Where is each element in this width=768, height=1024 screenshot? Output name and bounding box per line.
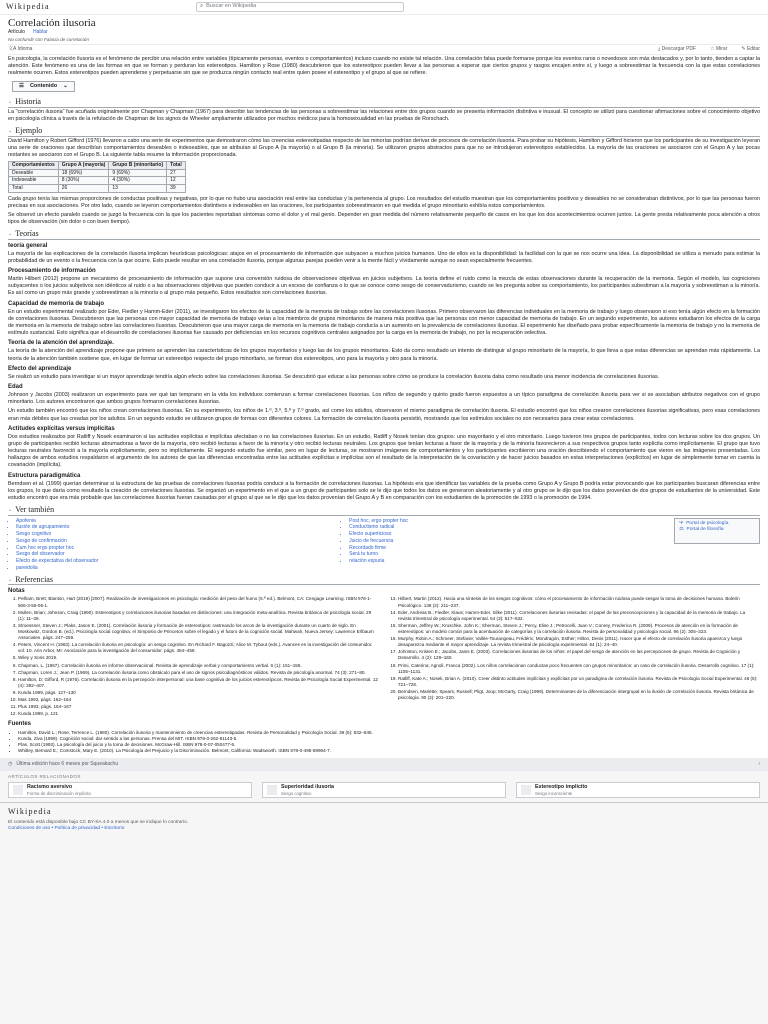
section-heading-references[interactable] (8, 575, 760, 586)
table-cell: Indeseable (9, 177, 59, 185)
related-articles (0, 771, 768, 798)
card-subtitle: Sesgo cognitivo (281, 790, 312, 796)
example-paragraph: David Hamilton y Robert Gifford (1976) llevaron a cabo una serie de experimentos que demostraron cómo las creencias estereotipadas respecto de las minorías podrían derivar de procesos de correlación ilusoria. Para probar su hipótesis, Hamilton y Gifford hicieron que los participantes de su investigación leyeran una serie de oraciones que describían comportamientos deseables o indeseables, que se atribuían al Grupo A (la mayoría) o al Grupo B (la minoría). Se utilizaron grupos abstractos para que no se introdujeran estereotipos establecidos. La mayoría de las oraciones se asociaron con el Grupo A y las pocas restantes se asociaron con el Grupo B. La siguiente tabla resume la información proporcionada. (8, 137, 760, 159)
list-item[interactable]: • pareidolia (16, 565, 335, 572)
last-edited-text: Última edición hace 6 meses por Squeakachu (16, 761, 119, 768)
star-icon: ☆ (710, 45, 716, 52)
footer (0, 802, 768, 836)
edit-label: Editar (746, 45, 760, 52)
chevron-right-icon: › (758, 761, 760, 768)
language-button[interactable] (8, 46, 32, 53)
page-tabs (8, 30, 760, 36)
table-header: Grupo A (mayoría) (58, 162, 109, 170)
chevron-down-icon: ⌄ (8, 506, 13, 513)
list-item[interactable]: • relación espuria (349, 558, 668, 565)
table-cell: 18 (69%) (58, 169, 109, 177)
list-item: 14. Eder, Andreas B.; Fiedler, Klaus; Hamm-Eder, Silke (2011). Correlaciones ilusorias revisadas: el papel de las preconcepciones y la capacidad de la memoria de trabajo. La revista trimestral de psicología experimental. 64 (3): 517–532. (398, 610, 758, 622)
wikipedia-logo[interactable]: Wikipedia (6, 1, 50, 11)
intro-paragraph: En psicología, la correlación ilusoria es el fenómeno de percibir una relación entre variables (típicamente personas, eventos o comportamientos) incluso cuando no existe tal relación. Una correlación falsa puede formarse porque los eventos raros o novedosos son más destacados y, por lo tanto, tienden a captar la atención. Este fenómeno es una de las formas en que se forman y perduran los estereotipos. Hamilton y Rose (1980) descubrieron que los estereotipos pueden llevar a las personas a esperar que ciertos grupos y rasgos encajen entre sí, y luego a sobreestimar la frecuencia con la que estas correlaciones realmente ocurren. Estos estereotipos pueden aprenderse y perpetuarse sin que se produzca ningún contacto real entre quien posee el estereotipo y el grupo al que se refiere. (8, 55, 760, 76)
list-item[interactable]: • Cum hoc ergo propter hoc (16, 545, 335, 552)
related-card[interactable] (8, 782, 252, 798)
list-item[interactable]: • Ilusión de agrupamiento (16, 524, 335, 531)
table-row (9, 184, 186, 192)
license-text: El contenido está disponible bajo CC BY-SA 4.0 a menos que se indique lo contrario. (8, 819, 189, 825)
list-item: 15. Sherman, Jeffrey W.; Kruschke, John K.; Sherman, Steven J.; Percy, Elise J.; Petrocelli, Juan V.; Conrey, Frederica R. (2009). Procesos de atención en la formación de estereotipos: un modelo común para la acentuación de categorías y la correlación ilusoria. Revista de personalidad y psicología social. 96 (2): 305–323. (398, 623, 758, 635)
behaviour-table (8, 161, 186, 192)
thumbnail (13, 785, 23, 795)
list-item: 19. Ratliff, Kate A.; Nosek, Brian A. (2010). Creer distinto actitudes implícitas y explícitas por un paradigma de correlación ilusoria. Revista de Psicología Social Experimental. 46 (5): 721–728. (398, 676, 758, 688)
list-item: 11. Plus 1993, págs. 164–167 (18, 704, 378, 710)
list-item[interactable]: • Apofenia (16, 518, 335, 525)
edit-button[interactable] (741, 46, 760, 53)
list-item: 9. Kunda 1999, págs. 127–130 (18, 690, 378, 696)
language-label: Idioma (17, 45, 33, 52)
list-item[interactable]: • Post hoc, ergo propter hoc (349, 518, 668, 525)
chevron-down-icon: ⌄ (8, 127, 13, 134)
language-icon: 文A (8, 45, 18, 52)
table-cell: 26 (58, 184, 109, 192)
subheading-attitudes: Actitudes explícitas versus implícitas (8, 425, 115, 432)
download-label: Descargar PDF (661, 45, 697, 52)
subheading-paradigm: Estructura paradigmática (8, 472, 81, 479)
table-cell: 8 (30%) (58, 177, 109, 185)
related-card[interactable] (516, 782, 760, 798)
subheading-working-memory: Capacidad de memoria de trabajo (8, 300, 105, 307)
list-item: 2. Mullen, Brian; Johnson, Craig (1990). Estereotipos y correlaciones ilusorias basadas en distinciones: una integración meta-analítica. Revista británica de psicología social. 29 (1): 11–28. (18, 610, 378, 622)
list-item[interactable]: • Juicio de frecuencia (349, 538, 668, 545)
clock-icon: ◷ (8, 761, 13, 768)
table-cell: 4 (30%) (109, 177, 167, 185)
list-item: 13. Hilbert, Martin (2012). Hacia una síntesis de los sesgos cognitivos: cómo el procesamiento de información ruidosa puede sesgar la toma de decisiones humana. Boletín Psicológico. 138 (2): 211–237. (398, 596, 758, 608)
table-header-row (9, 162, 186, 170)
heading-text: Teorías (15, 229, 39, 239)
list-item: • Hamilton, David L.; Rose, Terrence L. (1980). Correlación ilusoria y mantenimiento de creencias estereotipadas. Revista de Personalidad y Psicología Social. 39 (5): 832–845. (18, 730, 760, 736)
list-item[interactable]: • Sesgo cognitivo (16, 531, 335, 538)
table-cell: Total (9, 184, 59, 192)
heading-text: Historia (15, 97, 41, 107)
page-title: Correlación ilusoria (8, 17, 96, 29)
thumbnail (267, 785, 277, 795)
footer-links[interactable]: Condiciones de uso • Política de privacidad • Escritorio (8, 826, 125, 832)
thumbnail (521, 785, 531, 795)
attention-paragraph: La teoría de la atención del aprendizaje propone que primero se aprenden las características de los grupos mayoritarios y luego las de los grupos minoritarios. Esto da como resultado un intento de distinguir al grupo minoritario de la mayoría, lo que lleva a que estas diferencias se aprendan más rápidamente. La teoría de la atención también sostiene que, en lugar de formar un estereotipo respecto del grupo minoritario, se forman dos estereotipos, uno para la mayoría y otro para la minoría. (8, 348, 760, 362)
pencil-icon: ✎ (741, 45, 747, 52)
paradigm-paragraph: Berndsen et al. (1999) querían determinar si la estructura de las pruebas de correlaciones ilusorias podría conducir a la formación de correlaciones ilusorias. La hipótesis era que identificar las variables de la prueba como Grupo A y Grupo B podría estar provocando que los participantes buscaran diferencias entre los grupos, lo que daría como resultado la creación de correlaciones ilusorias. Se organizó un experimento en el que a un grupo de participantes solo se le dijo que todos los datos se generaron aleatoriamente y al otro grupo se le dijo que los datos provenían de dos grupos de estudiantes de la universidad. Este estudio encontró que era más probable que las correlaciones ilusorias fueran causadas por el grupo al que se le dijo que los datos provenían del Grupo A y B en comparación con los estudiantes de la promoción de 1993 o la promoción de 1994. (8, 480, 760, 501)
search-icon: ⌕ (200, 3, 204, 10)
list-item: • Plas, Scott (1993). La psicología del juicio y la toma de decisiones. McGraw-Hill. ISBN 978-0-07-050477-6. (18, 742, 760, 748)
chevron-down-icon: ⌄ (8, 99, 13, 106)
watch-label: Mirar (715, 45, 728, 52)
list-icon: ☰ (19, 83, 24, 90)
heading-text: Referencias (15, 574, 53, 584)
list-item: 20. Berndsen, Mariëtte; Spears, Russell; Pligt, Joop; McGarty, Craig (1999). Determinantes de la diferenciación intergrupal en la ilusión de correlación ilusoria. Revista británica de psicología. 90 (2): 201–220. (398, 689, 758, 701)
page-actions (8, 44, 760, 55)
sources-list (8, 730, 760, 754)
general-paragraph: La mayoría de las explicaciones de la correlación ilusoria implican heurísticas psicológicas: atajos en el procesamiento de información que subyacen a muchos juicios humanos. Uno de ellos es la disponibilidad: la facilidad con la que se nos ocurre una idea. La disponibilidad se utiliza a menudo para estimar la probabilidad de un evento o la frecuencia con la que ocurre. Esto puede resultar en una correlación ilusoria, porque algunas parejas pueden venir a la mente fácil y vívidamente aunque no sean especialmente frecuentes. (8, 250, 760, 264)
see-also-col-2 (341, 518, 668, 572)
see-also-col-1 (8, 518, 335, 572)
download-pdf-button[interactable] (658, 46, 696, 53)
subheading-age: Edad (8, 384, 23, 391)
table-header: Total (167, 162, 186, 170)
list-item: 10. Mas 1993, págs. 162–164 (18, 697, 378, 703)
card-subtitle: Forma de discriminación implícita (27, 790, 91, 796)
heading-text: Ver también (15, 505, 55, 515)
header-bar (0, 0, 768, 15)
list-item[interactable]: • Sesgo del observador (16, 551, 335, 558)
heading-text: Ejemplo (15, 126, 43, 136)
related-header: ARTÍCULOS RELACIONADOS (8, 774, 81, 780)
philosophy-icon: ⚖ (679, 527, 684, 533)
search-placeholder: Buscar en Wikipedia (206, 3, 257, 10)
section-heading-history[interactable] (8, 97, 760, 108)
section-heading-see-also[interactable] (8, 505, 760, 516)
list-item[interactable]: • Efecto de expectativa del observador (16, 558, 335, 565)
table-cell: 9 (69%) (109, 169, 167, 177)
age-paragraph: Johnson y Jacobs (2003) realizaron un experimento para ver qué tan temprano en la vida los individuos comienzan a formar correlaciones ilusorias. Los niños de segundo y quinto grado fueron expuestos a un típico paradigma de correlación ilusoria para ver si se asociaban atributos negativos con el grupo minoritario. Los autores encontraron que ambos grupos formaron correlaciones ilusorias. (8, 392, 760, 406)
list-item: • Kunda, Ziva (1999). Cognición social: dar sentido a las personas. Prensa del MIT. ISBN 978-0-262-61143-5. (18, 736, 760, 742)
table-cell: 13 (109, 184, 167, 192)
toc-label: Contenido (29, 83, 58, 90)
list-item: 17. Johnston, Kristen E.; Jacobs, Janis E. (2003). Correlaciones ilusorias de los niños: el papel del sesgo de atención en las percepciones de grupo. Revista de Cognición y Desarrollo. 4 (2): 129–160. (398, 649, 758, 661)
portal-link[interactable] (679, 527, 755, 533)
age-paragraph-2: Un estudio también encontró que los niños crean correlaciones ilusorias. En su experimento, los niños de 1.º, 3.º, 5.º y 7.º grado, así como los adultos, observaron el mismo paradigma de correlación ilusoria. El estudio encontró que los niños crearon correlaciones ilusorias significativas, pero esas correlaciones eran más débiles que las creadas por los adultos. En un segundo estudio se utilizaron grupos de formas con diferentes colores. La formación de correlación ilusoria persistió, mostrando que los estímulos sociales no son necesarios para crear estas correlaciones. (8, 408, 760, 422)
notes-list-1 (8, 596, 378, 718)
card-title: Estereotipo implícito (535, 783, 588, 790)
list-item: 8. Hamilton, D; Gifford, R (1976). Correlación ilusoria en la percepción interpersonal: una base cognitiva de los juicios estereotípicos. Revista de Psicología Social Experimental. 12 (4): 392–407. (18, 677, 378, 689)
table-cell: Deseable (9, 169, 59, 177)
attitudes-paragraph: Dos estudios realizados por Ratliff y Nosek examinaron si las actitudes explícitas e implícitas afectaban o no las correlaciones ilusorias. En un estudio, Ratliff y Nosek tenían dos grupos: uno mayoritario y el otro minoritario. Luego tuvieron tres grupos de participantes, todos con lecturas sobre los dos grupos. Un grupo de participantes recibió lecturas abrumadoras a favor de la mayoría, otro recibió lecturas a favor de la minoría y otro recibió lecturas neutrales. Los grupos que tenían lecturas a favor de la mayoría y de la minoría favorecieron a sus respectivos grupos tanto explícita como implícitamente. El grupo que tuvo lecturas neutrales favoreció a la mayoría explícitamente, pero no implícitamente. El segundo estudio fue similar, pero en lugar de lecturas, se mostraron imágenes de comportamientos y los participantes escribieron una oración describiendo el comportamiento que vieron en las imágenes presentadas. Los hallazgos de ambos estudios respaldaron el argumento de los autores de que las diferencias encontradas entre las actitudes explícitas e implícitas son el resultado de la interpretación de la covariación y de hacer juicios basados en estas interpretaciones (explícitos) en lugar de simplemente tomar en cuenta la covariación (implícita). (8, 433, 760, 469)
table-row (9, 169, 186, 177)
card-title: Superioridad ilusoria (281, 783, 334, 790)
table-cell: 27 (167, 169, 186, 177)
footer-logo: Wikipedia (8, 807, 52, 817)
tab-article[interactable]: Artículo (8, 29, 25, 36)
search-input[interactable] (196, 2, 404, 12)
list-item[interactable]: • Conductismo radical (349, 524, 668, 531)
example-paragraph-2: Cada grupo tenía las mismas proporciones de conductas positivas y negativas, por lo que no hubo una asociación real entre las conductas y la pertenencia al grupo. Los resultados del estudio muestran que los comportamientos positivos y deseables no se consideraban distintivos, por lo que las personas fueron precisas en sus asociaciones. Por otro lado, cuando se leyeron comportamientos distintivos e indeseables en las oraciones, los participantes sobreestimaron en qué medida el grupo minoritario exhibía estos comportamientos. (8, 195, 760, 209)
download-icon: ⤓ (658, 45, 662, 52)
chevron-down-icon: ⌄ (8, 230, 13, 237)
working-memory-paragraph: En un estudio experimental realizado por Eder, Fiedler y Hamm-Eder (2011), se investigaron los efectos de la capacidad de la memoria de trabajo sobre las correlaciones ilusorias. Primero observaron las diferencias individuales en la memoria de trabajo y luego observaron si eso tenía algún efecto en la formación de correlaciones ilusorias. Descubrieron que las personas con mayor capacidad de memoria de trabajo veían a los miembros de grupos minoritarios de manera más positiva que las personas con menor capacidad de memoria de trabajo. En un segundo experimento, los autores estudiaron los efectos de la carga de memoria en la memoria de trabajo sobre las correlaciones ilusorias. Descubrieron que una mayor carga de memoria en la memoria de trabajo conducía a un aumento en la prevalencia de correlaciones ilusorias. El experimento fue diseñado para probar específicamente la memoria de trabajo y no la memoria de estímulo sustancial. Esto significa que el desarrollo de correlaciones ilusorias fue causado por deficiencias en los recursos cognitivos centrales asignados por la carga en la memoria de trabajo, no por la recuperación selectiva. (8, 308, 760, 337)
list-item: 4. Peters, Vincent H. (1983). La correlación ilusoria en psicología: un sesgo cognitivo. En Richard F. Bagozzi; Alice M. Tybout (eds.). Avances en la investigación del consumidor. vol. 10. Ann Arbor, MI: Asociación para la investigación del consumidor. págs. 454–459. (18, 642, 378, 654)
watch-button[interactable] (710, 46, 727, 53)
list-item[interactable]: • Efecto superticioso (349, 531, 668, 538)
see-also-lists (8, 518, 760, 572)
list-item: • Whitley, Bernard E.; Comstock, Mary E. (2010). La Psicología del Prejuicio y la Discriminación. Belmont, California: Wadsworth. ISBN 978-0-495-59964-7. (18, 748, 760, 754)
list-item: 6. Chapman, L. (1967). Correlación ilusoria en informe observacional. Revista de aprendizaje verbal y comportamiento verbal. 6 (1): 151–155. (18, 663, 378, 669)
related-cards (8, 782, 760, 798)
psi-icon: Ψ (679, 520, 684, 526)
portal-label: Portal de filosofía (686, 527, 724, 533)
list-item: 3. Stroessner, Steven J.; Plaks, Jason E. (2001). Correlación ilusoria y formación de estereotipos: rastreando los arcos de la investigación durante un cuarto de siglo. En Moskowitz, Gordon B. (ed.). Psicología social cognitiva: el Simposio de Princeton sobre el legado y el futuro de la cognición social. Mahwah, Nueva Jersey: Lawrence Erlbaum Associates. págs. 247–259. (18, 623, 378, 641)
portal-label: Portal de psicología (686, 520, 729, 526)
section-heading-theories[interactable] (8, 229, 760, 240)
card-title: Racismo aversivo (27, 783, 73, 790)
list-item: 7. Chapman, Loren J.; Jean P. (1969). La correlación ilusoria como obstáculo para el uso de signos psicodiagnósticos válidos. Revista de psicología anormal. 74 (3): 271–80. (18, 670, 378, 676)
info-paragraph: Martin Hilbert (2012) propone un mecanismo de procesamiento de información que supone una conversión ruidosa de observaciones objetivas en juicios subjetivos. La teoría define el ruido como la mezcla de estas observaciones durante la recuperación de la memoria. Según el modelo, las cogniciones subyacentes o los juicios subjetivos son idénticos al ruido o a las observaciones objetivas que pueden conducir a un exceso de confianza o lo que se conoce como sesgo de conservadurismo, cuando se les pregunta sobre su comportamiento, los participantes subestiman a la mayoría y sobreestiman a la minoría. Es así como un grupo más grande y sobreestiman a la minoría o al grupo más pequeño. Estos resultados son correlaciones ilusorias. (8, 276, 760, 297)
list-item: 5. Wiley y Sons 2019. (18, 655, 378, 661)
notes-list-2 (388, 596, 758, 718)
list-item: 16. Murphy, Robin A.; Schmeer, Stefanie; Vallée-Tourangeau, Frédéric; Mondragón, Esther; Hilton, Denis (2011). Hacer que el efecto de correlación ilusoria aparezca y luego desaparezca mediante el mayor aprendizaje. La revista trimestral de psicología experimental. 64 (1): 24–40. (398, 636, 758, 648)
subheading-info: Procesamiento de información (8, 268, 96, 275)
list-item[interactable]: • Recordado firme (349, 545, 668, 552)
subheading-attention: Teoría de la atención del aprendizaje. (8, 340, 114, 347)
portal-box (674, 518, 760, 544)
subheading-general: teoría general (8, 242, 48, 249)
chevron-down-icon: ⌄ (8, 576, 13, 583)
card-subtitle: Sesgo inconsciente (535, 790, 573, 796)
list-item[interactable]: • Será tu turno (349, 551, 668, 558)
table-header: Grupo B (minoritario) (109, 162, 167, 170)
subheading-notes: Notas (8, 588, 25, 595)
table-cell: 12 (167, 177, 186, 185)
learning-paragraph: Se realizó un estudio para investigar si un mayor aprendizaje tendría algún efecto sobre las correlaciones ilusorias. Se descubrió que educar a las personas sobre cómo se produce la correlación ilusoria daba como resultado una menor incidencia de correlaciones ilusorias. (8, 373, 660, 380)
related-card[interactable] (262, 782, 506, 798)
list-item[interactable]: • Sesgo de confirmación (16, 538, 335, 545)
toc-toggle[interactable] (12, 81, 75, 92)
subheading-learning: Efecto del aprendizaje (8, 365, 72, 372)
list-item: 12. Kunda 1999, p. 121 (18, 711, 378, 717)
history-paragraph: La "correlación ilusoria" fue acuñada originalmente por Chapman y Chapman (1967) para describir las tendencias de las personas a sobreestimar las relaciones entre dos grupos cuando se presenta información distintiva e inusual. El concepto se utilizó para cuestionar afirmaciones sobre el conocimiento objetivo en psicología clínica a través de la refutación de Chapman de los signos de Wheeler ampliamente utilizados por muchos médicos para la homosexualidad en las pruebas de Rorschach. (8, 108, 760, 123)
list-item: 18. Primi, Caterina; Agnoli, Franca (2002). Los niños correlacionan conductas poco frecuentes con grupos minoritarios: un caso de correlación ilusoria. Desarrollo cognitivo. 17 (1): 1105–1131. (398, 663, 758, 675)
article (0, 15, 768, 771)
chevron-down-icon: ⌄ (63, 83, 68, 90)
last-edited-bar[interactable] (0, 758, 768, 771)
table-cell: 39 (167, 184, 186, 192)
section-heading-example[interactable] (8, 126, 760, 137)
list-item: 1. Pelham, Brett; Blanton, Hart (2019) [2007]. Realización de investigaciones en psicología: medición del peso del humo (5.ª ed.). Belmont, CA: Cengage Learning. ISBN 978-1-506-3-55-06-1. (18, 596, 378, 608)
notes-columns (8, 596, 760, 718)
table-row (9, 177, 186, 185)
example-paragraph-3: Se observó un efecto paralelo cuando se juzgó la frecuencia con la que los pacientes reportaban síntomas como el dolor y el mal genio. Depender en gran medida del número relativamente pequeño de casos en los que los dos acontecimientos ocurren juntos. La gente presta relativamente poca atención a otros tipos de observación (sin dolor o con buen tiempo). (8, 211, 760, 225)
hatnote: No confundir con Falacia de correlación (8, 36, 89, 42)
subheading-sources: Fuentes (8, 721, 32, 728)
tab-talk[interactable]: Hablar (32, 29, 48, 36)
table-header: Comportamientos (9, 162, 59, 170)
